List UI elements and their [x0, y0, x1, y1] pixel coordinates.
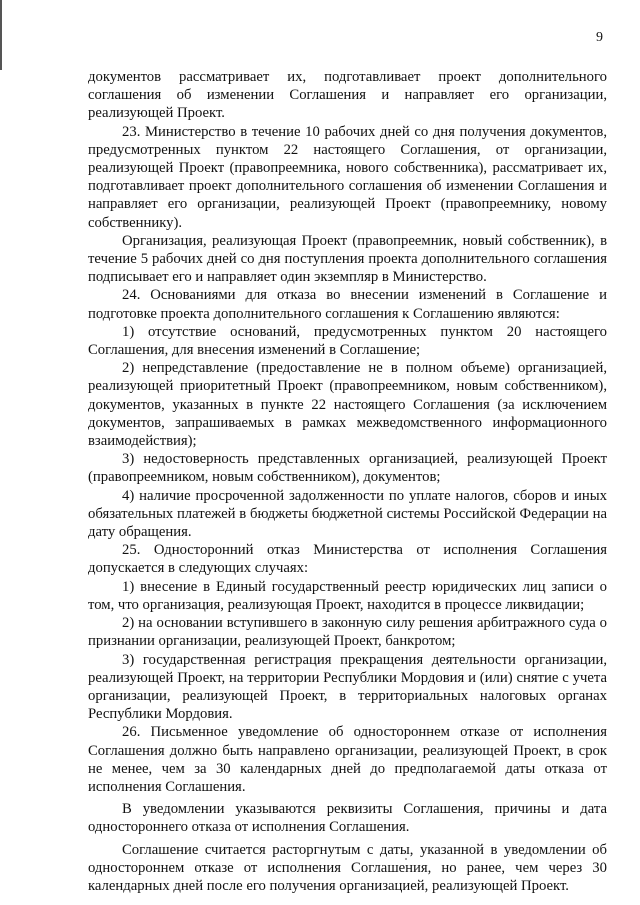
- page-number: 9: [596, 30, 603, 45]
- list-item-24-4: 4) наличие просроченной задолженности по уплате налогов, сборов и иных обязательных платежей в бюджеты бюджетной системы Российской Федерации на дату обращения.: [88, 487, 607, 541]
- paragraph-continuation: документов рассматривает их, подготавливает проект дополнительного соглашения об изменении Соглашения и направляет его организации, реализующей Проект.: [88, 69, 607, 122]
- scan-speck: [405, 858, 407, 860]
- paragraph-clause-24: 24. Основаниями для отказа во внесении изменений в Соглашение и подготовке проекта дополнительного соглашения к Соглашению являются:: [88, 287, 607, 322]
- list-item-25-3: 3) государственная регистрация прекращения деятельности организации, реализующей Проект, на территории Республики Мордовия и (или) снятие с учета организации, реализующей Проект, в территориальных налоговых органах Республики Мордовия.: [88, 651, 607, 723]
- paragraph-notice-details: В уведомлении указываются реквизиты Соглашения, причины и дата одностороннего отказа от исполнения Соглашения.: [88, 801, 607, 836]
- scan-edge-line: [0, 0, 2, 70]
- list-item-24-2: 2) непредставление (предоставление не в полном объеме) организацией, реализующей приоритетный Проект (правопреемником, новым собственником), документов, указанных в пункте 22 настоящего Соглашения (за исключением документов, запрашиваемых в рамках межведомственного информационного взаимодействия);: [88, 360, 607, 450]
- paragraph-clause-23: 23. Министерство в течение 10 рабочих дней со дня получения документов, предусмотренных пунктом 22 настоящего Соглашения, от организации, реализующей Проект (правопреемника, нового собственника), рассматривает их, подготавливает проект дополнительного соглашения об изменении Соглашения и направляет его организации, реализующей Проект (правопреемнику, новому собственнику).: [88, 123, 607, 231]
- paragraph-signing: Организация, реализующая Проект (правопреемник, новый собственник), в течение 5 рабочих дней со дня поступления проекта дополнительного соглашения подписывает его и направляет один экземпляр в Министерство.: [88, 232, 607, 286]
- list-item-24-3: 3) недостоверность представленных организацией, реализующей Проект (правопреемником, новым собственником), документов;: [88, 451, 607, 486]
- list-item-25-1: 1) внесение в Единый государственный реестр юридических лиц записи о том, что организация, реализующая Проект, находится в процессе ликвидации;: [88, 578, 607, 613]
- document-body: [88, 68, 607, 895]
- paragraph-clause-25: 25. Односторонний отказ Министерства от исполнения Соглашения допускается в следующих случаях:: [88, 542, 607, 577]
- list-item-24-1: 1) отсутствие оснований, предусмотренных пунктом 20 настоящего Соглашения, для внесения изменений в Соглашение;: [88, 323, 607, 359]
- paragraph-termination: Соглашение считается расторгнутым с даты, указанной в уведомлении об одностороннем отказе от исполнения Соглашения, но ранее, чем через 30 календарных дней после его получения организацией, реализующей Проект.: [88, 841, 607, 894]
- paragraph-clause-26: 26. Письменное уведомление об одностороннем отказе от исполнения Соглашения должно быть направлено организации, реализующей Проект, в срок не менее, чем за 30 календарных дней до предполагаемой даты отказа от исполнения Соглашения.: [88, 724, 607, 795]
- list-item-25-2: 2) на основании вступившего в законную силу решения арбитражного суда о признании организации, реализующей Проект, банкротом;: [88, 615, 607, 650]
